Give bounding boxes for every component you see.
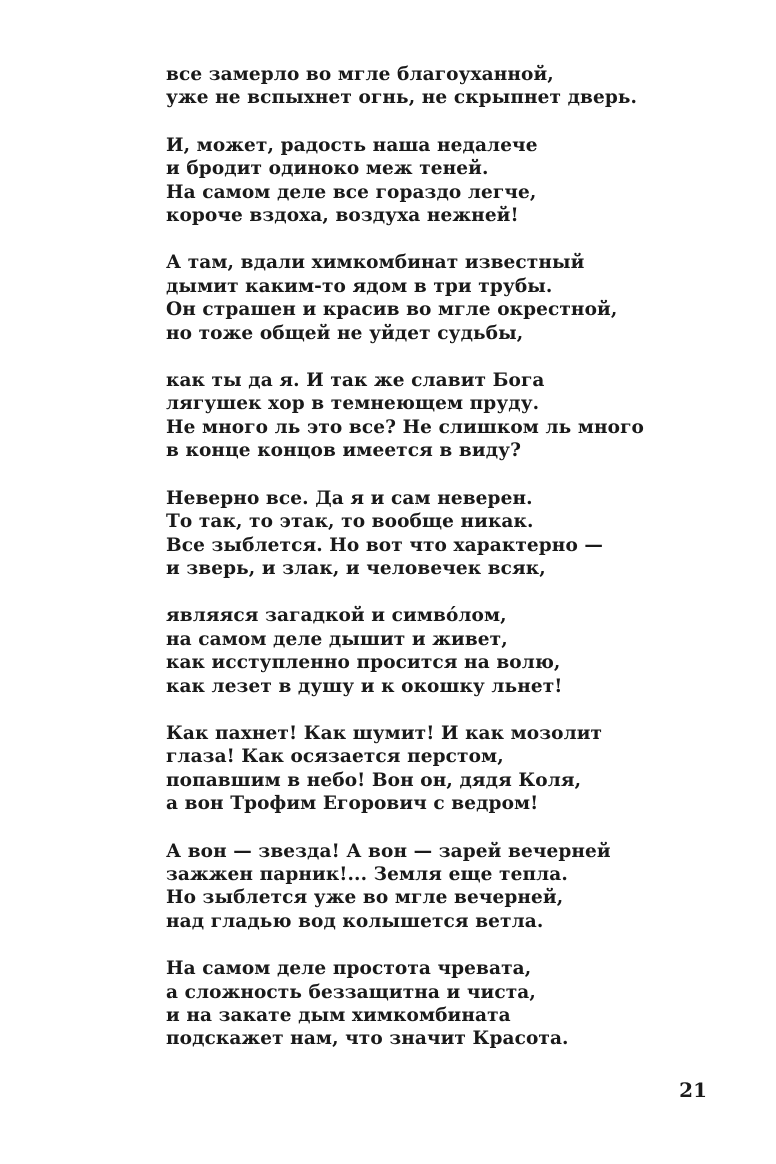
poem-line: То так, то этак, то вообще никак. xyxy=(166,511,534,533)
poem-line: попавшим в небо! Вон он, дядя Коля, xyxy=(166,769,582,791)
poem-line: и бродит одиноко меж теней. xyxy=(166,158,489,180)
poem-line: Неверно все. Да я и сам неверен. xyxy=(166,487,533,509)
poem-line: На самом деле простота чревата, xyxy=(166,958,532,980)
poem-line: и на закате дым химкомбината xyxy=(166,1005,511,1026)
stanza-1 xyxy=(166,63,726,110)
poem-line: На самом деле все гораздо легче, xyxy=(166,181,537,203)
poem-line: а сложность беззащитна и чиста, xyxy=(166,981,536,1003)
poem-line: Он страшен и красив во мгле окрестной, xyxy=(166,299,618,321)
poem-line: И, может, радость наша недалече xyxy=(166,134,538,156)
poem-line: Не много ль это все? Не слишком ль много xyxy=(166,416,644,438)
poem-line: Как пахнет! Как шумит! И как мозолит xyxy=(166,722,603,744)
stanza-4 xyxy=(166,369,726,463)
page-number: 21 xyxy=(679,1078,707,1102)
poem-line: как лезет в душу и к окошку льнет! xyxy=(166,675,563,697)
poem-line: лягушек хор в темнеющем пруду. xyxy=(166,393,540,415)
poem-line: как исступленно просится на волю, xyxy=(166,652,561,674)
poem-line: на самом деле дышит и живет, xyxy=(166,628,508,650)
poem-line: являяся загадкой и симвóлом, xyxy=(166,605,507,627)
poem-line: в конце концов имеется в виду? xyxy=(166,440,522,462)
poem-line: Все зыблется. Но вот что характерно — xyxy=(166,534,604,556)
poem-line: зажжен парник!... Земля еще тепла. xyxy=(166,863,568,885)
poem-line: уже не вспыхнет огнь, не скрыпнет дверь. xyxy=(166,87,638,109)
poem-line: все замерло во мгле благоуханной, xyxy=(166,64,554,85)
poem-line: дымит каким-то ядом в три трубы. xyxy=(166,275,553,297)
stanza-7 xyxy=(166,722,726,816)
poem-line: подскажет нам, что значит Красота. xyxy=(166,1028,569,1050)
poem-line: А вон — звезда! А вон — зарей вечерней xyxy=(166,840,611,862)
stanza-5 xyxy=(166,487,726,581)
stanza-9 xyxy=(166,957,726,1051)
poem-line: А там, вдали химкомбинат известный xyxy=(166,252,585,274)
poem-line: как ты да я. И так же славит Бога xyxy=(166,370,545,392)
poem-line: над гладью вод колышется ветла. xyxy=(166,910,544,932)
poem-line: а вон Трофим Егорович с ведром! xyxy=(166,793,539,815)
poem-body xyxy=(166,63,726,1075)
stanza-8 xyxy=(166,840,726,934)
poem-line: но тоже общей не уйдет судьбы, xyxy=(166,322,524,344)
poem-line: и зверь, и злак, и человечек всяк, xyxy=(166,557,546,579)
poem-line: Но зыблется уже во мгле вечерней, xyxy=(166,887,564,909)
stanza-3 xyxy=(166,251,726,345)
poem-line: короче вздоха, воздуха нежней! xyxy=(166,205,519,227)
poem-line: глаза! Как осязается перстом, xyxy=(166,746,504,768)
stanza-6 xyxy=(166,604,726,698)
stanza-2 xyxy=(166,134,726,228)
